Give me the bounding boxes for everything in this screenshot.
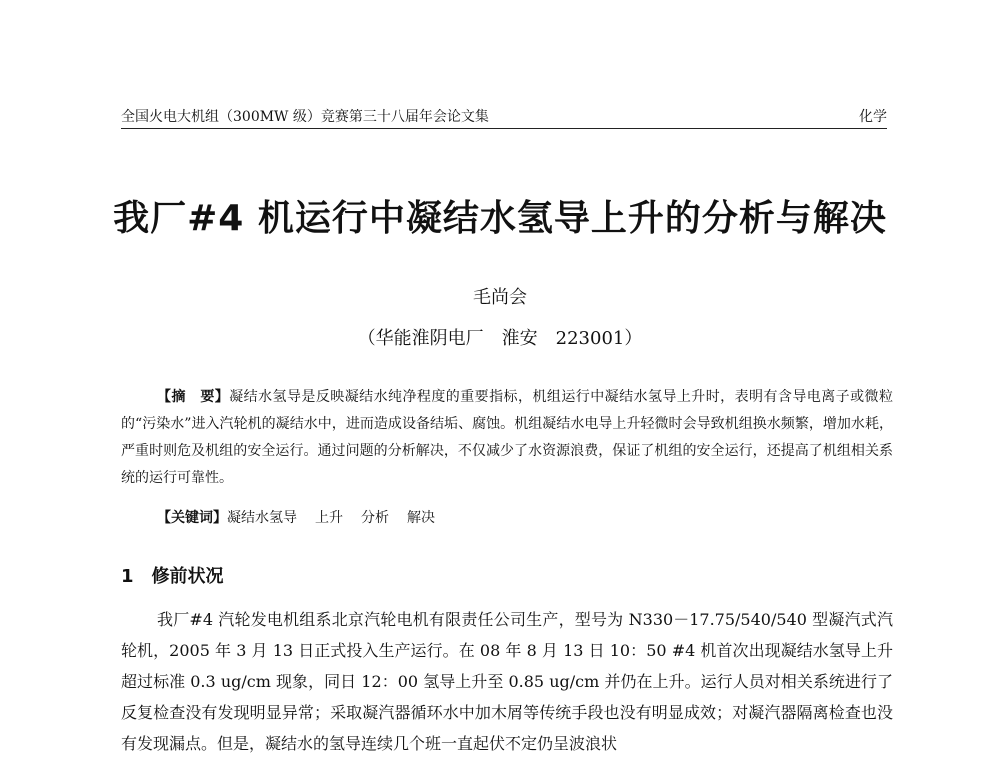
keyword-item: 分析	[361, 510, 389, 526]
keywords-label: 【关键词】	[157, 510, 227, 526]
abstract-label: 【摘 要】	[157, 389, 230, 405]
keyword-item: 凝结水氢导	[227, 510, 297, 526]
abstract-text: 凝结水氢导是反映凝结水纯净程度的重要指标，机组运行中凝结水氢导上升时，表明有含导电离子或微粒的“污染水”进入汽轮机的凝结水中，进而造成设备结垢、腐蚀。机组凝结水电导上升轻微时会导致机组换水频繁，增加水耗，严重时则危及机组的安全运行。通过问题的分析解决，不仅减少了水资源浪费，保证了机组的安全运行，还提高了机组相关系统的运行可靠性。	[121, 389, 894, 486]
section-number: 1	[121, 566, 134, 587]
section-title: 修前状况	[151, 566, 224, 587]
keyword-item: 解决	[407, 510, 435, 526]
body-paragraph: 我厂#4 汽轮发电机组系北京汽轮电机有限责任公司生产，型号为 N330－17.75/540/540 型凝汽式汽轮机，2005 年 3 月 13 日正式投入生产运行。在 08 年 8 月 13 日 10：50 #4 机首次出现凝结水氢导上升超过标准 0.3 ug/cm 现象，同日 12：00 氢导上升至 0.85 ug/cm 并仍在上升。运行人员对相关系统进行了反复检查没有发现明显异常；采取凝汽器循环水中加木屑等传统手段也没有明显成效；对凝汽器隔离检查也没有发现漏点。但是，凝结水的氢导连续几个班一直起伏不定仍呈波浪状	[121, 610, 893, 753]
header-proceedings-title: 全国火电大机组（300MW 级）竞赛第三十八届年会论文集	[121, 109, 489, 125]
section-heading	[121, 562, 224, 588]
header-section-name: 化学	[859, 109, 887, 125]
keywords-line	[121, 505, 893, 532]
abstract-paragraph	[121, 384, 893, 492]
paper-title: 我厂#4 机运行中凝结水氢导上升的分析与解决	[113, 198, 887, 239]
author-affiliation: （华能淮阴电厂 淮安 223001）	[357, 328, 643, 349]
keyword-item: 上升	[315, 510, 343, 526]
running-header	[121, 104, 887, 129]
author-name: 毛尚会	[473, 287, 527, 308]
